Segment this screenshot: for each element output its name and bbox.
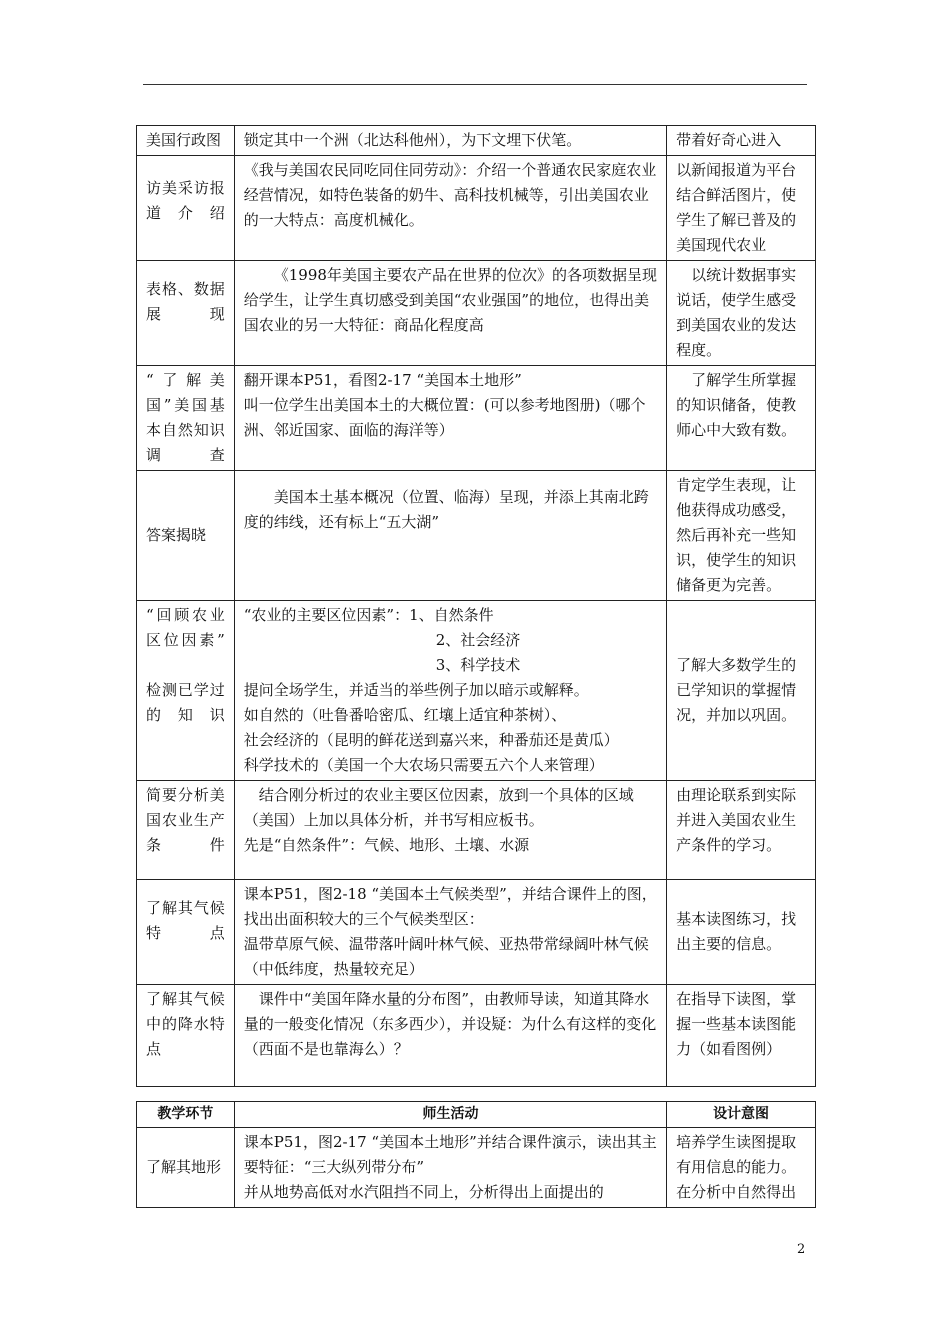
- activity-cell: [234, 601, 666, 781]
- intent-cell: 基本读图练习，找出主要的信息。: [667, 880, 816, 985]
- activity-line: 先是“自然条件”：气候、地形、土壤、水源: [243, 836, 530, 854]
- intent-cell: 以新闻报道为平台结合鲜活图片，使学生了解已普及的美国现代农业: [667, 156, 816, 261]
- activity-cell: [234, 1128, 666, 1208]
- activity-line: 温带草原气候、温带落叶阔叶林气候、亚热带常绿阔叶林气候 （中低纬度，热量较充足）: [243, 935, 664, 978]
- activity-line: 3、科学技术: [435, 656, 521, 674]
- activity-cell: 美国本土基本概况（位置、临海）呈现，并添上其南北跨度的纬线，还有标上“五大湖”: [234, 471, 666, 601]
- header-rule: [143, 84, 807, 85]
- step-cell: 美国行政图: [137, 126, 235, 156]
- activity-cell: [234, 781, 666, 880]
- table-row: [137, 880, 816, 985]
- intent-cell: 培养学生读图提取有用信息的能力。在分析中自然得出: [667, 1128, 816, 1208]
- activity-line: “农业的主要区位因素”：1、自然条件: [243, 606, 494, 624]
- activity-cell: [234, 366, 666, 471]
- intent-cell: 了解大多数学生的已学知识的掌握情况，并加以巩固。: [667, 601, 816, 781]
- step-cell: 简要分析美国农业生产条件: [137, 781, 235, 880]
- intent-cell: 以统计数据事实说话，使学生感受到美国农业的发达程度。: [667, 261, 816, 366]
- table-row: [137, 985, 816, 1087]
- step-cell: 了解其气候中的降水特点: [137, 985, 235, 1087]
- activity-line: 科学技术的（美国一个大农场只需要五六个人来管理）: [243, 756, 604, 774]
- activity-cell: 锁定其中一个洲（北达科他州），为下文埋下伏笔。: [234, 126, 666, 156]
- intent-cell: 带着好奇心进入: [667, 126, 816, 156]
- activity-line: 结合刚分析过的农业主要区位因素，放到一个具体的区域（美国）上加以具体分析，并书写相应板书。: [243, 786, 634, 829]
- step-cell: 访美采访报道介绍: [137, 156, 235, 261]
- table-row: [137, 781, 816, 880]
- page-number: 2: [797, 1242, 806, 1257]
- table-row: [137, 261, 816, 366]
- activity-cell: 课件中“美国年降水量的分布图”，由教师导读，知道其降水量的一般变化情况（东多西少），并设疑：为什么有这样的变化（西面不是也靠海么）？: [234, 985, 666, 1087]
- header-step: 教学环节: [137, 1102, 235, 1128]
- lesson-table-continued: [136, 1101, 816, 1208]
- intent-cell: 肯定学生表现，让他获得成功感受，然后再补充一些知识，使学生的知识储备更为完善。: [667, 471, 816, 601]
- activity-cell: 《1998年美国主要农产品在世界的位次》的各项数据呈现给学生，让学生真切感受到美国“农业强国”的地位，也得出美国农业的另一大特征：商品化程度高: [234, 261, 666, 366]
- step-cell: 了解其地形: [137, 1128, 235, 1208]
- activity-line: 2、社会经济: [435, 631, 521, 649]
- activity-line: 如自然的（吐鲁番哈密瓜、红壤上适宜种茶树）、: [243, 706, 567, 724]
- intent-cell: 了解学生所掌握的知识储备，使教师心中大致有数。: [667, 366, 816, 471]
- step-cell: 了解其气候特点: [137, 880, 235, 985]
- lesson-table: [136, 125, 816, 1087]
- header-intent: 设计意图: [667, 1102, 816, 1128]
- activity-line: 提问全场学生，并适当的举些例子加以暗示或解释。: [243, 681, 589, 699]
- step-line: “回顾农业区位因素”: [146, 606, 225, 649]
- header-activity: 师生活动: [234, 1102, 666, 1128]
- table-row: [137, 601, 816, 781]
- step-cell: 表格、数据展现: [137, 261, 235, 366]
- table-row: [137, 366, 816, 471]
- step-line: 检测已学过的知识: [146, 681, 225, 724]
- intent-cell: 由理论联系到实际并进入美国农业生产条件的学习。: [667, 781, 816, 880]
- table-row: [137, 156, 816, 261]
- step-cell: [137, 601, 235, 781]
- step-cell: “了解美国”美国基本自然知识调查: [137, 366, 235, 471]
- activity-line: 课本P51，图2-17 “美国本土地形”并结合课件演示，读出其主要特征：“三大纵列带分布”: [243, 1133, 657, 1176]
- activity-line: 翻开课本P51，看图2-17 “美国本土地形”: [243, 371, 522, 389]
- table-row: [137, 126, 816, 156]
- activity-cell: 《我与美国农民同吃同住同劳动》：介绍一个普通农民家庭农业经营情况，如特色装备的奶牛、高科技机械等，引出美国农业的一大特点：高度机械化。: [234, 156, 666, 261]
- table-header-row: [137, 1102, 816, 1128]
- activity-line: 叫一位学生出美国本土的大概位置：(可以参考地图册)（哪个洲、邻近国家、面临的海洋等）: [243, 396, 646, 439]
- table-row: [137, 471, 816, 601]
- activity-line: 课本P51，图2-18 “美国本土气候类型”，并结合课件上的图，找出出面积较大的三个气候类型区：: [243, 885, 657, 928]
- activity-line: 社会经济的（昆明的鲜花送到嘉兴来，种番茄还是黄瓜）: [243, 731, 619, 749]
- intent-cell: 在指导下读图，掌握一些基本读图能力（如看图例）: [667, 985, 816, 1087]
- table-row: [137, 1128, 816, 1208]
- activity-line: 并从地势高低对水汽阻挡不同上，分析得出上面提出的: [243, 1183, 604, 1201]
- step-cell: 答案揭晓: [137, 471, 235, 601]
- activity-cell: [234, 880, 666, 985]
